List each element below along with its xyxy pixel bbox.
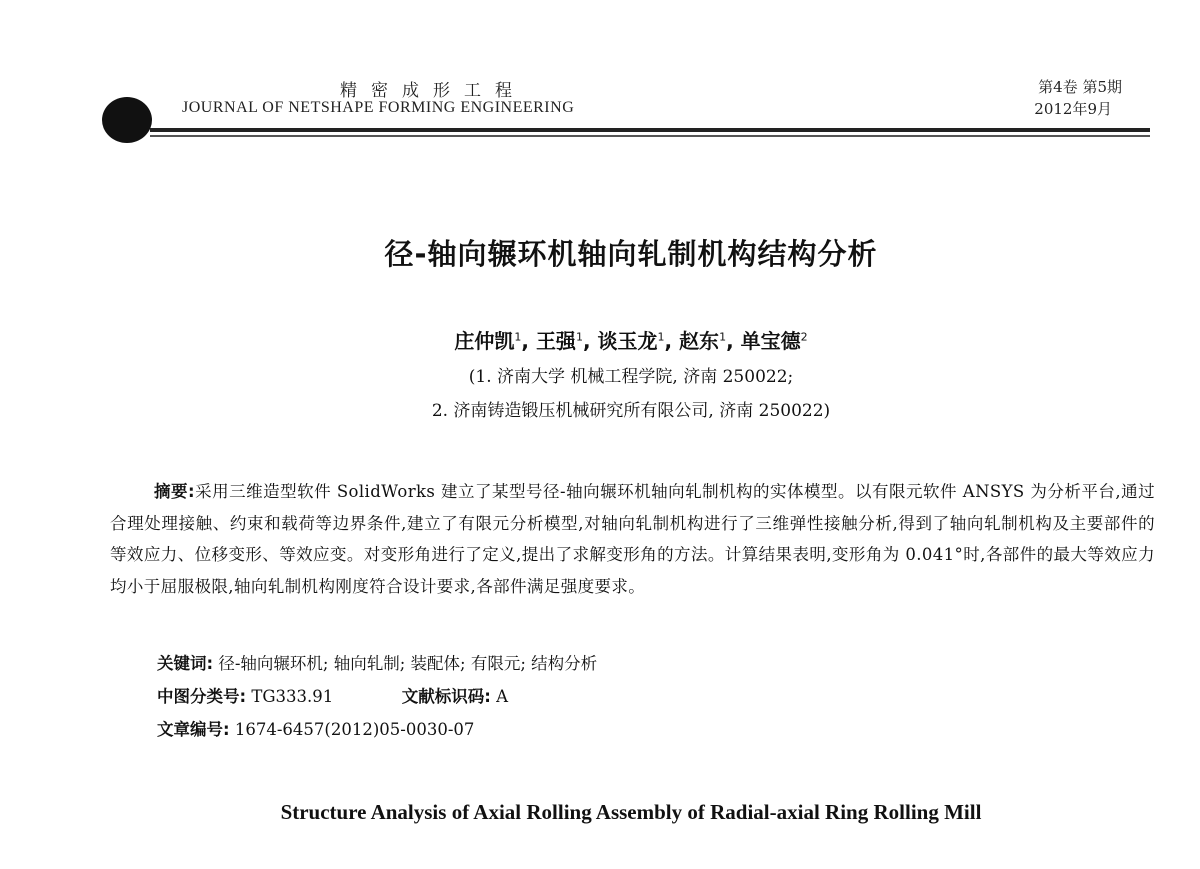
author-list: 庄仲凯$^1$, 王强$^1$, 谈玉龙$^1$, 赵东$^1$, 单宝德$^2$ [454, 329, 808, 353]
classification-label: 中图分类号: [157, 687, 247, 706]
header-rule [150, 128, 1150, 132]
keywords [157, 650, 597, 674]
abstract-text: 采用三维造型软件 SolidWorks 建立了某型号径-轴向辗环机轴向轧制机构的实体模型。以有限元软件 ANSYS 为分析平台,通过合理处理接触、约束和载荷等边界条件,建立了有限元分析模型,对轴向轧制机构进行了三维弹性接触分析,得到了轴向轧制机构及主要部件的等效应力、位移变形、等效应变。对变形角进行了定义,提出了求解变形角的方法。计算结果表明,变形角为 0.041°时,各部件的最大等效应力均小于屈服极限,轴向轧制机构刚度符合设计要求,各部件满足强度要求。 [110, 482, 1155, 596]
journal-name-cn: 精密成形工程 [340, 81, 526, 101]
keywords-text: 径-轴向辗环机; 轴向轧制; 装配体; 有限元; 结构分析 [218, 654, 598, 673]
document-code-label: 文献标识码: [401, 687, 491, 706]
journal-name-en: JOURNAL OF NETSHAPE FORMING ENGINEERING [182, 99, 575, 116]
english-title: Structure Analysis of Axial Rolling Assembly of Radial-axial Ring Rolling Mill [280, 800, 982, 824]
author-affiliation-mark: 2 [800, 330, 808, 344]
author-name: 王强 [535, 329, 576, 353]
author-name: 谈玉龙 [597, 329, 658, 353]
author-name: 单宝德 [740, 329, 801, 353]
affiliation-line-2: 2. 济南铸造锻压机械研究所有限公司, 济南 250022) [431, 401, 831, 421]
keywords-label: 关键词: [157, 654, 214, 673]
classification-value: TG333.91 [251, 687, 334, 706]
author-name: 赵东 [679, 329, 720, 353]
classification [157, 683, 508, 707]
journal-logo-icon [102, 97, 152, 143]
paper-title: 径-轴向辗环机轴向轧制机构结构分析 [384, 237, 878, 271]
author-affiliation-mark: 1 [657, 330, 665, 344]
abstract [110, 476, 1155, 602]
affiliation-line-1: (1. 济南大学 机械工程学院, 济南 250022; [468, 367, 794, 387]
article-number-value: 1674-6457(2012)05-0030-07 [234, 720, 475, 739]
article-number-label: 文章编号: [157, 720, 230, 739]
author-name: 庄仲凯 [454, 329, 515, 353]
issue-date: 2012年9月 [1034, 100, 1112, 118]
author-affiliation-mark: 1 [719, 330, 727, 344]
document-code-value: A [496, 687, 509, 706]
abstract-label: 摘要: [154, 482, 195, 501]
author-affiliation-mark: 1 [514, 330, 522, 344]
author-affiliation-mark: 1 [575, 330, 583, 344]
volume-issue: 第4卷 第5期 [1038, 78, 1122, 96]
header-rule-thin [150, 135, 1150, 137]
article-number [157, 716, 474, 740]
